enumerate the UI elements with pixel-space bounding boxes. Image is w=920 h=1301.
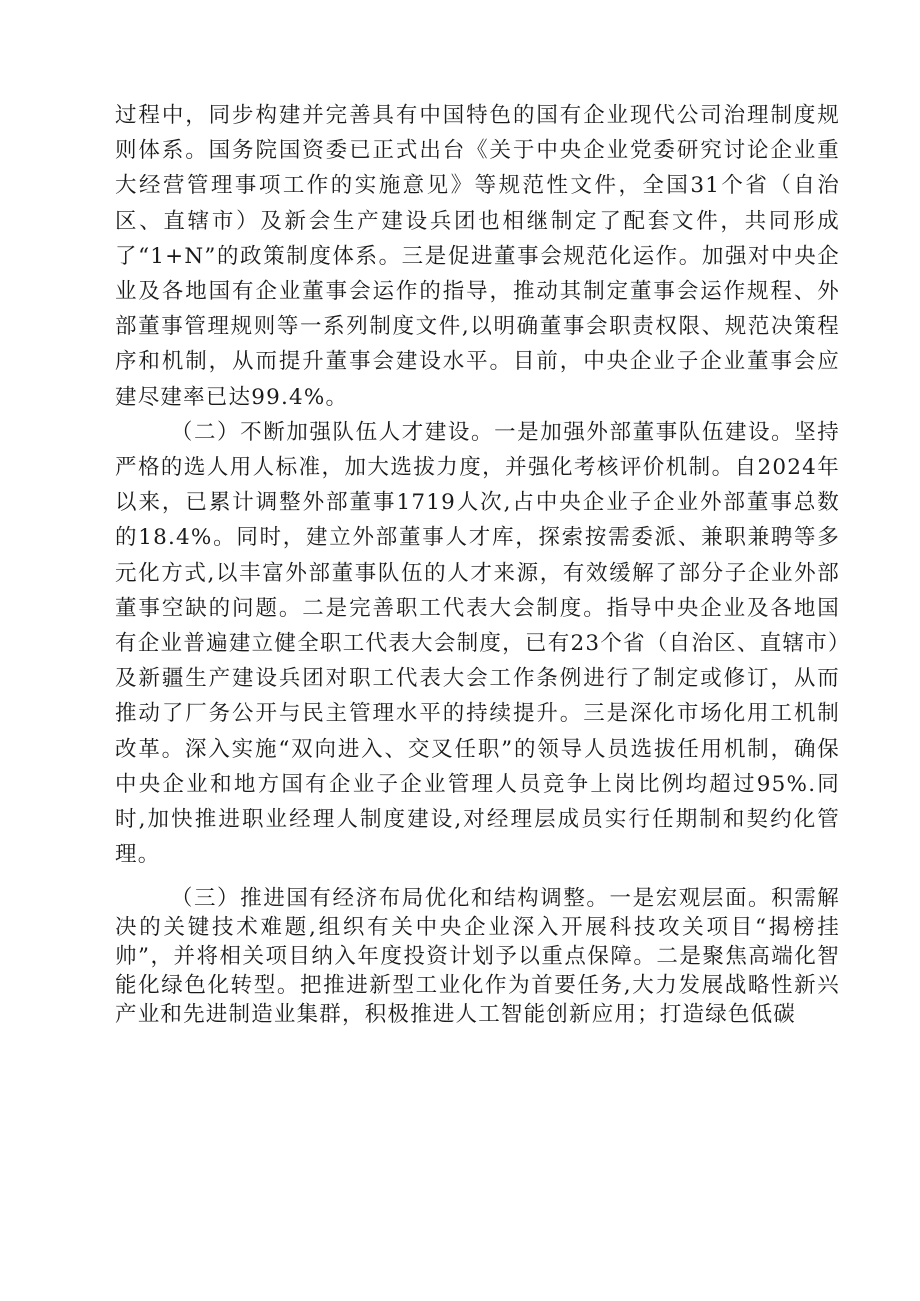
paragraph-layout-optimization: （三）推进国有经济布局优化和结构调整。一是宏观层面。积需解决的关键技术难题,组织有关中央企业深入开展科技攻关项目“揭榜挂帅”，并将相关项目纳入年度投资计划予以重点保障。二是聚焦高端化智能化绿色化转型。把推进新型工业化作为首要任务,大力发展战略性新兴产业和先进制造业集群，积极推进人工智能创新应用；打造绿色低碳: [115, 886, 840, 1028]
paragraph-governance-rules: 过程中，同步构建并完善具有中国特色的国有企业现代公司治理制度规则体系。国务院国资委已正式出台《关于中央企业党委研究讨论企业重大经营管理事项工作的实施意见》等规范性文件，全国31个省（自治区、直辖市）及新会生产建设兵团也相继制定了配套文件，共同形成了“1+N”的政策制度体系。三是促进董事会规范化运作。加强对中央企业及各地国有企业董事会运作的指导，推动其制定董事会运作规程、外部董事管理规则等一系列制度文件,以明确董事会职责权限、规范决策程序和机制，从而提升董事会建设水平。目前，中央企业子企业董事会应建尽建率已达99.4%。: [115, 103, 840, 410]
document-body: [115, 98, 840, 1029]
paragraph-talent-building: （二）不断加强队伍人才建设。一是加强外部董事队伍建设。坚持严格的选人用人标准，加大选拔力度，并强化考核评价机制。自2024年以来，已累计调整外部董事1719人次,占中央企业子企业外部董事总数的18.4%。同时，建立外部董事人才库，探索按需委派、兼职兼聘等多元化方式,以丰富外部董事队伍的人才来源，有效缓解了部分子企业外部董事空缺的问题。二是完善职工代表大会制度。指导中央企业及各地国有企业普遍建立健全职工代表大会制度，已有23个省（自治区、直辖市）及新疆生产建设兵团对职工代表大会工作条例进行了制定或修订，从而推动了厂务公开与民主管理水平的持续提升。三是深化市场化用工机制改革。深入实施“双向进入、交叉任职”的领导人员选拔任用机制，确保中央企业和地方国有企业子企业管理人员竞争上岗比例均超过95%.同时,加快推进职业经理人制度建设,对经理层成员实行任期制和契约化管理。: [115, 419, 840, 868]
